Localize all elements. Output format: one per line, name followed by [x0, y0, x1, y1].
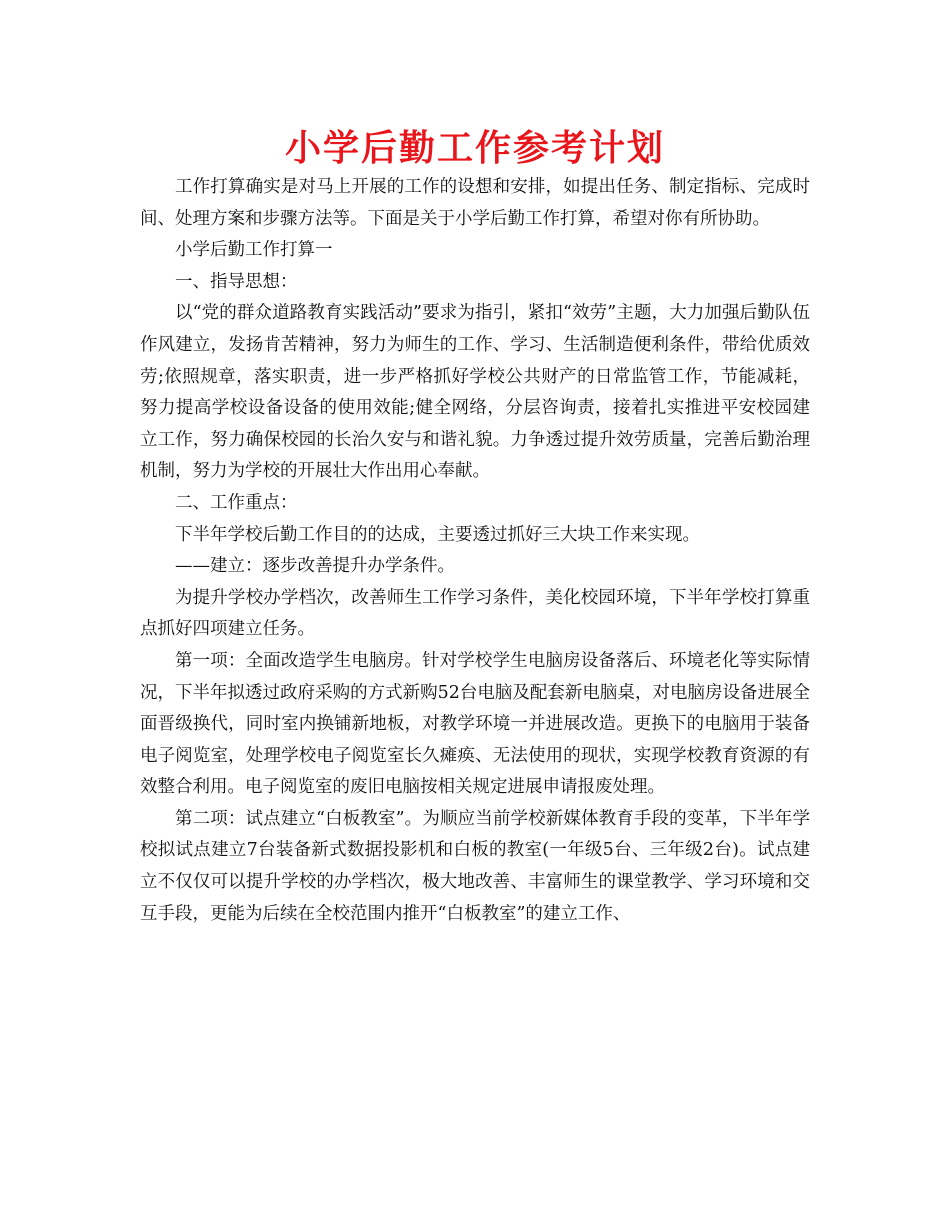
paragraph-item-one: 第一项：全面改造学生电脑房。针对学校学生电脑房设备落后、环境老化等实际情况，下半年拟透过政府采购的方式新购52台电脑及配套新电脑桌，对电脑房设备进展全面晋级换代，同时室内换铺新地板，对教学环境一并进展改造。更换下的电脑用于装备电子阅览室，处理学校电子阅览室长久瘫痪、无法使用的现状，实现学校教育资源的有效整合利用。电子阅览室的废旧电脑按相关规定进展申请报废处理。	[140, 650, 810, 798]
paragraph-item-two: 第二项：试点建立“白板教室”。为顺应当前学校新媒体教育手段的变革，下半年学校拟试点建立7台装备新式数据投影机和白板的教室(一年级5台、三年级2台)。试点建立不仅仅可以提升学校的办学档次，极大地改善、丰富师生的课堂教学、学习环境和交互手段，更能为后续在全校范围内推开“白板教室”的建立工作、	[140, 808, 810, 924]
document-title: 小学后勤工作参考计划	[284, 128, 665, 169]
document-body	[140, 172, 810, 930]
paragraph-guiding-heading: 一、指导思想：	[175, 271, 298, 292]
paragraph-intro: 工作打算确实是对马上开展的工作的设想和安排，如提出任务、制定指标、完成时间、处理方案和步骤方法等。下面是关于小学后勤工作打算，希望对你有所协助。	[140, 177, 810, 229]
paragraph-guiding-body: 以“党的群众道路教育实践活动”要求为指引，紧扣“效劳”主题，大力加强后勤队伍作风建立，发扬肯苦精神，努力为师生的工作、学习、生活制造便利条件，带给优质效劳;依照规章，落实职责，进一步严格抓好学校公共财产的日常监管工作，节能减耗，努力提高学校设备设备的使用效能;健全网络，分层咨询责，接着扎实推进平安校园建立工作，努力确保校园的长治久安与和谐礼貌。力争透过提升效劳质量，完善后勤治理机制，努力为学校的开展壮大作出用心奉献。	[140, 303, 810, 482]
paragraph-build-body: 为提升学校办学档次，改善师生工作学习条件，美化校园环境，下半年学校打算重点抓好四项建立任务。	[140, 587, 810, 640]
paragraph-section-heading: 小学后勤工作打算一	[175, 240, 333, 261]
paragraph-focus-heading: 二、工作重点：	[175, 492, 298, 513]
paragraph-focus-body: 下半年学校后勤工作目的的达成，主要透过抓好三大块工作来实现。	[175, 524, 700, 545]
paragraph-build-heading: ——建立：逐步改善提升办学条件。	[175, 556, 455, 577]
